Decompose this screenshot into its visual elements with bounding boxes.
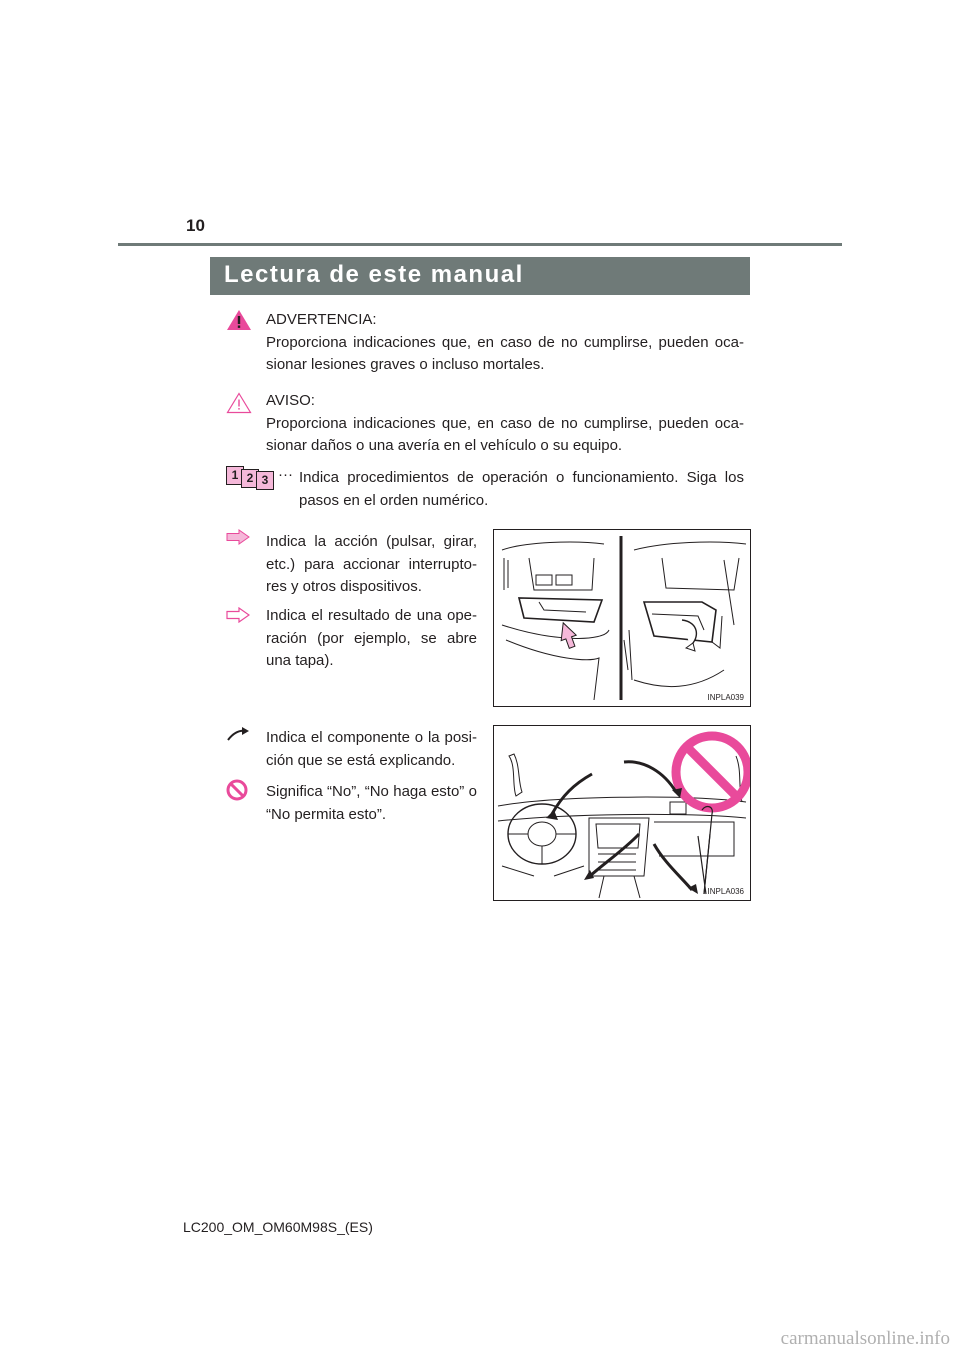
warning-line: Proporciona indicaciones que, en caso de no cumplirse, pueden oca- — [266, 333, 744, 351]
steps-line: pasos en el orden numérico. — [299, 491, 489, 509]
document-code: LC200_OM_OM60M98S_(ES) — [183, 1219, 373, 1235]
watermark: carmanualsonline.info — [780, 1328, 950, 1349]
overhead-console-illustration — [494, 530, 750, 706]
steps-line: Indica procedimientos de operación o funcionamiento. Siga los — [299, 469, 744, 486]
figure-code: INPLA036 — [707, 887, 744, 896]
action-line: res y otros dispositivos. — [266, 578, 422, 595]
action-description — [266, 531, 477, 599]
page-number: 10 — [186, 216, 205, 235]
warning-solid-triangle-icon — [226, 309, 252, 331]
warning-line: sionar lesiones graves o incluso mortales. — [266, 356, 545, 373]
warning-line: ADVERTENCIA: — [266, 311, 377, 328]
step-digit: 1 — [226, 466, 244, 485]
result-line: ración (por ejemplo, se abre — [266, 629, 477, 647]
outline-arrow-icon — [226, 607, 250, 623]
step-leader-dots: ··· — [278, 466, 293, 483]
step-digit: 2 — [241, 469, 259, 488]
action-line: etc.) para accionar interrupto- — [266, 555, 477, 573]
dashboard-illustration — [494, 726, 750, 900]
caution-outline-triangle-icon — [226, 392, 252, 414]
caution-line: Proporciona indicaciones que, en caso de no cumplirse, pueden oca- — [266, 414, 744, 432]
action-line: Indica la acción (pulsar, girar, — [266, 533, 477, 550]
filled-arrow-icon — [226, 529, 250, 545]
header-rule — [118, 243, 842, 246]
section-title-bar — [210, 257, 750, 295]
prohibition-line: “No permita esto”. — [266, 805, 387, 823]
caution-line: AVISO: — [266, 392, 315, 409]
prohibition-description — [266, 781, 477, 826]
section-title: Lectura de este manual — [224, 261, 524, 288]
result-description — [266, 605, 477, 673]
prohibition-icon — [226, 779, 248, 801]
pointer-line: ción que se está explicando. — [266, 751, 456, 769]
figure-dashboard — [493, 725, 751, 901]
steps-description — [299, 467, 744, 512]
figure-code: INPLA039 — [707, 693, 744, 702]
warning-description — [266, 309, 744, 377]
step-digit: 3 — [256, 471, 274, 490]
result-line: una tapa). — [266, 652, 334, 669]
prohibition-line: Significa “No”, “No haga esto” o — [266, 783, 477, 800]
caution-description — [266, 390, 744, 458]
curved-pointer-icon — [226, 726, 250, 742]
caution-line: sionar daños o una avería en el vehículo o su equipo. — [266, 437, 623, 454]
step-numbers-icon — [226, 466, 274, 488]
pointer-description — [266, 727, 477, 772]
figure-overhead-console — [493, 529, 751, 707]
result-line: Indica el resultado de una ope- — [266, 607, 477, 624]
pointer-line: Indica el componente o la posi- — [266, 729, 477, 746]
